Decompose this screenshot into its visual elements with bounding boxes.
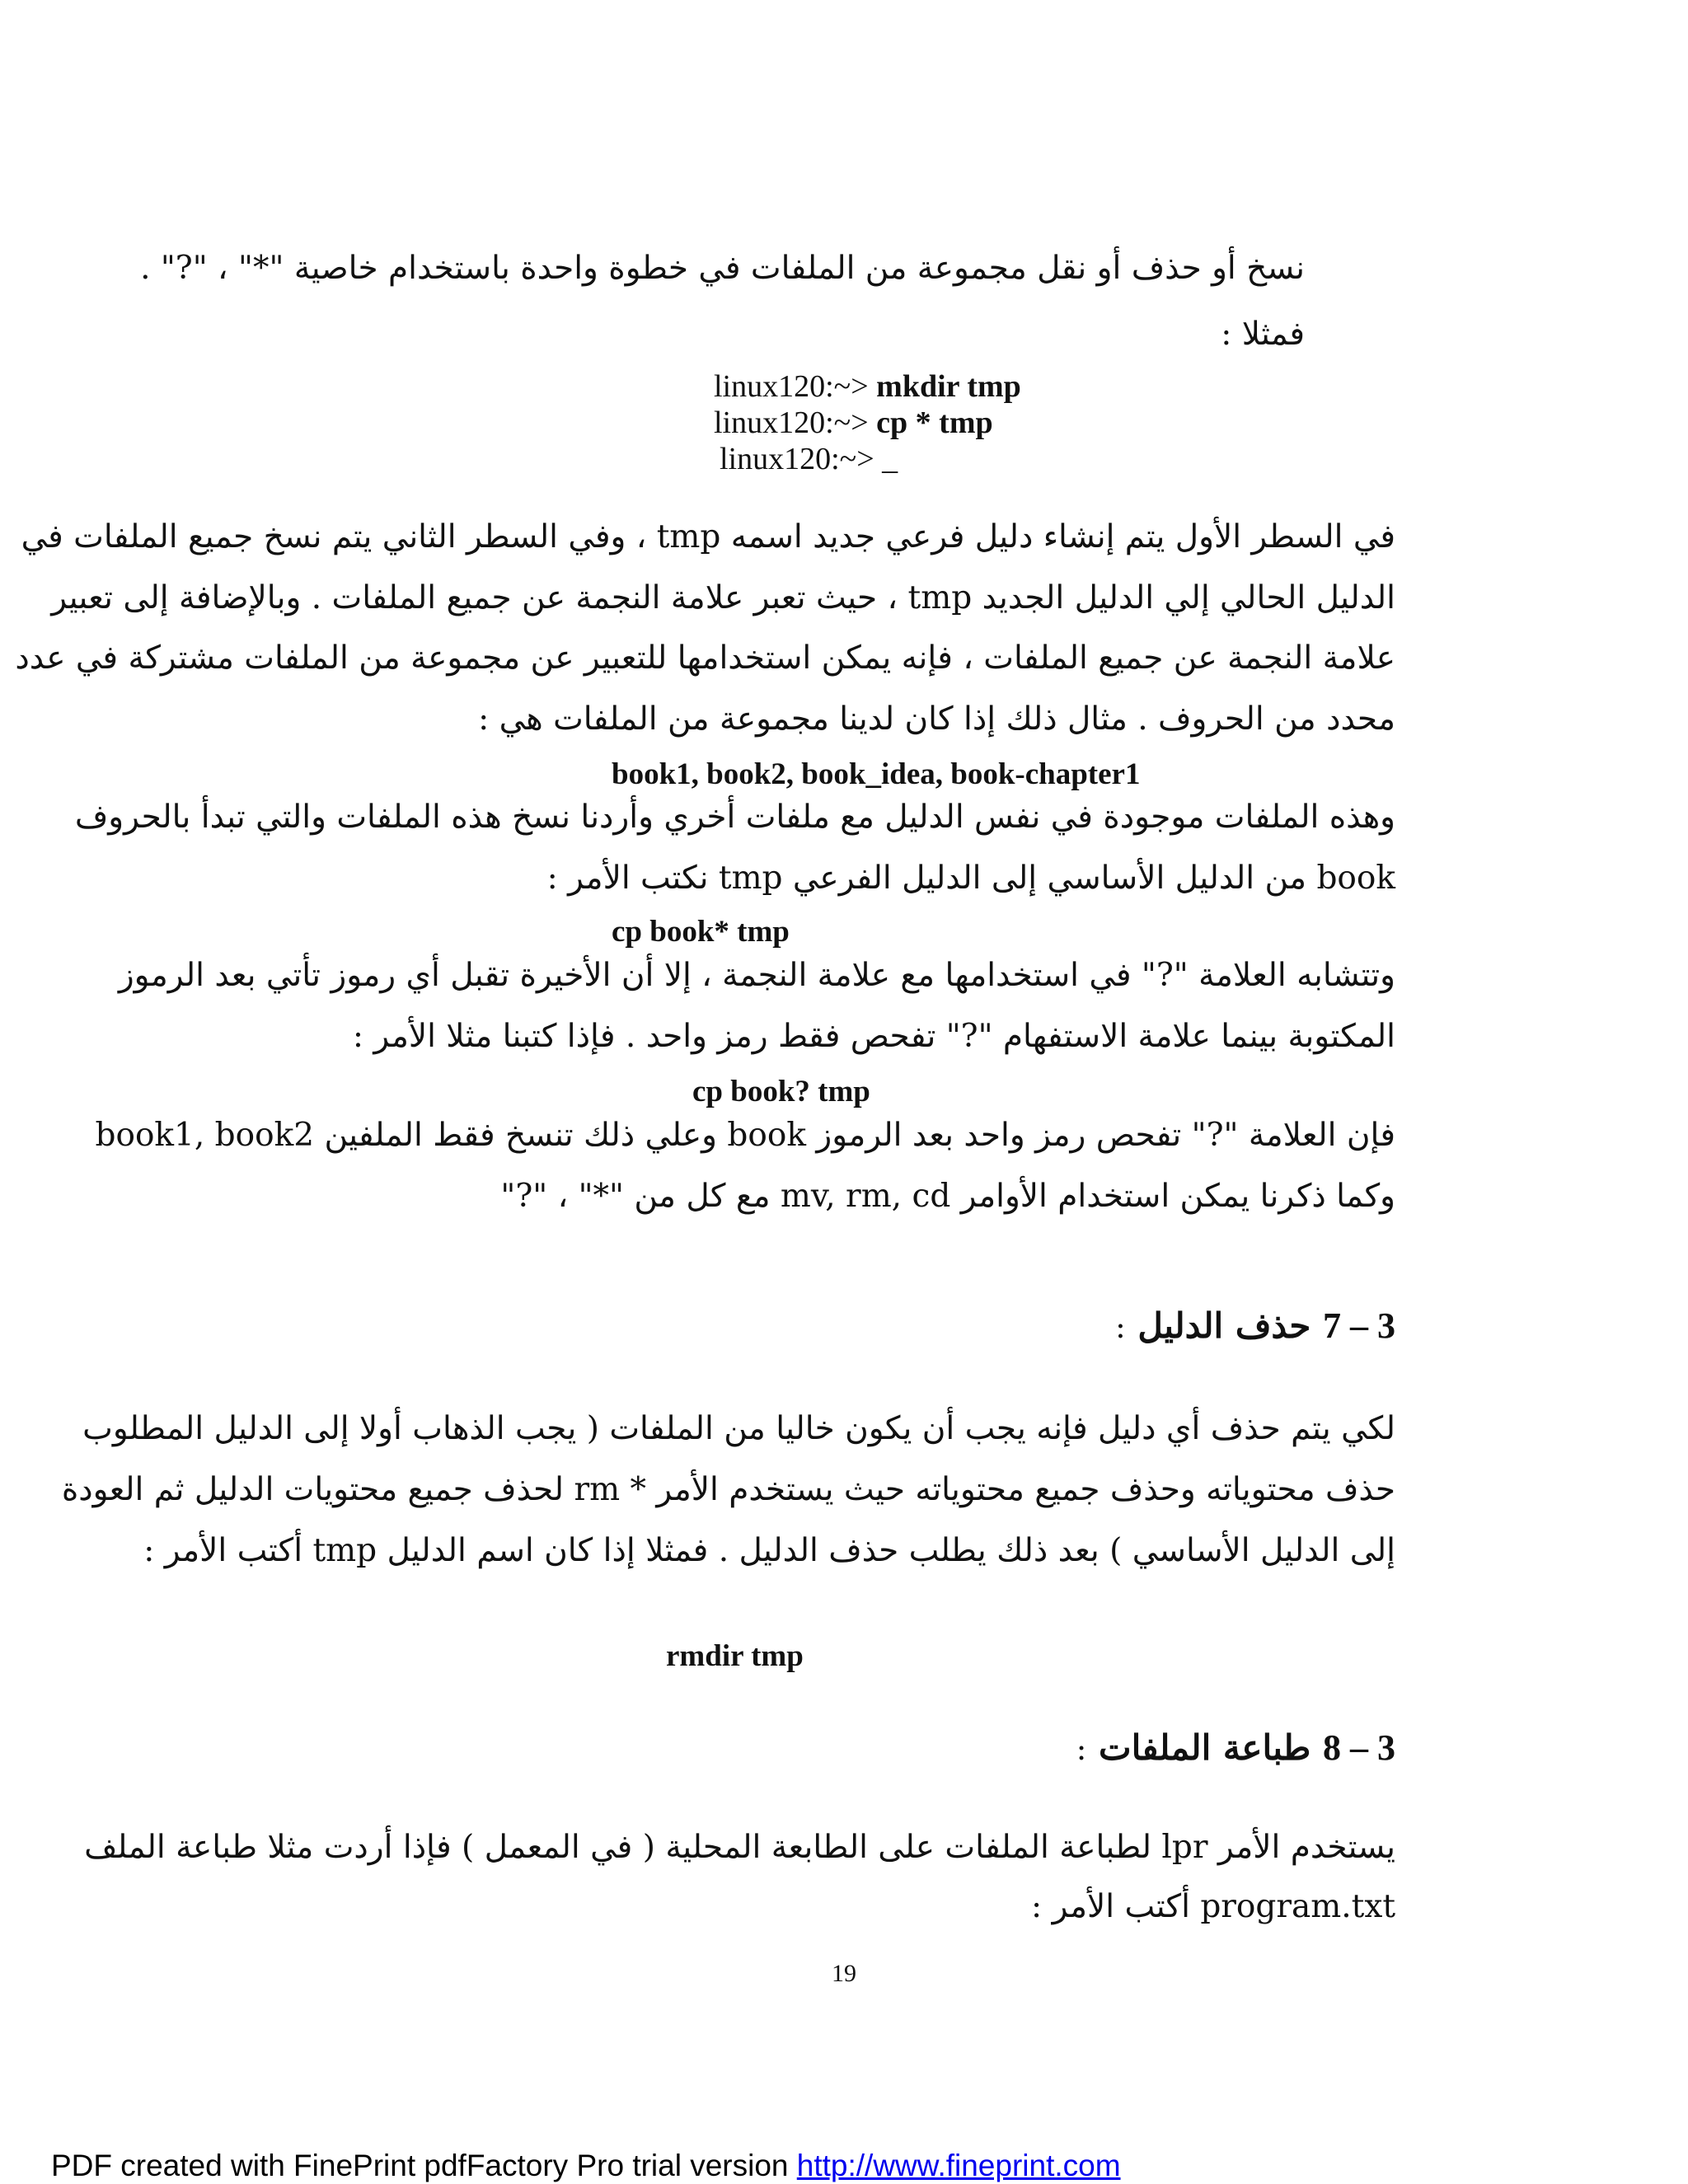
para6-line-1: يستخدم الأمر lpr لطباعة الملفات على الطابعة المحلية ( في المعمل ) فإذا أردت مثلا طباعة الملف <box>84 1829 1395 1866</box>
section-heading-print-files <box>1076 1727 1395 1769</box>
para4-line-1: فإن العلامة "?" تفحص رمز واحد بعد الرموز book وعلي ذلك تنسخ فقط الملفين book1, book2 <box>95 1117 1395 1154</box>
command-prompt: linux120:~> <box>720 442 883 476</box>
para1-line-2: الدليل الحالي إلي الدليل الجديد tmp ، حيث تعبر علامة النجمة عن جميع الملفات . وبالإضافة إلى تعبير <box>51 579 1395 616</box>
para1-line-1: في السطر الأول يتم إنشاء دليل فرعي جديد اسمه tmp ، وفي السطر الثاني يتم نسخ جميع الملفات في <box>21 518 1395 555</box>
para5-line-1: لكي يتم حذف أي دليل فإنه يجب أن يكون خاليا من الملفات ( يجب الذهاب أولا إلى الدليل المطلوب <box>82 1410 1395 1447</box>
intro-line-1: نسخ أو حذف أو نقل مجموعة من الملفات في خطوة واحدة باستخدام خاصية "*" ، "?" . <box>140 250 1305 287</box>
para4-line-2: وكما ذكرنا يمكن استخدام الأوامر mv, rm, cd مع كل من "*" ، "?" <box>500 1178 1395 1215</box>
command-prompt: linux120:~> <box>714 369 877 404</box>
command-line-mkdir <box>714 368 1021 406</box>
command-prompt: linux120:~> <box>714 405 877 440</box>
files-example: book1, book2, book_idea, book-chapter1 <box>612 757 1141 791</box>
command-cursor: _ <box>882 442 898 476</box>
para5-line-3: إلى الدليل الأساسي ) بعد ذلك يطلب حذف الدليل . فمثلا إذا كان اسم الدليل tmp أكتب الأمر : <box>143 1532 1395 1569</box>
section-colon: : <box>1076 1731 1087 1767</box>
para2-line-2: book من الدليل الأساسي إلى الدليل الفرعي tmp نكتب الأمر : <box>546 860 1395 897</box>
para2-line-1: وهذه الملفات موجودة في نفس الدليل مع ملفات أخري وأردنا نسخ هذه الملفات والتي تبدأ بالحروف <box>74 799 1395 836</box>
command-text: mkdir tmp <box>876 369 1021 404</box>
section-title: طباعة الملفات <box>1099 1727 1311 1768</box>
command-text: cp * tmp <box>876 405 993 440</box>
para3-line-1: وتتشابه العلامة "?" في استخدامها مع علامة النجمة ، إلا أن الأخيرة تقبل أي رموز تأتي بعد الرموز <box>118 957 1395 994</box>
pdf-footer <box>51 2149 1121 2183</box>
section-title: حذف الدليل <box>1137 1305 1311 1346</box>
section-number: 3 – 8 <box>1323 1727 1395 1768</box>
section-number: 3 – 7 <box>1323 1305 1395 1346</box>
para3-line-2: المكتوبة بينما علامة الاستفهام "?" تفحص فقط رمز واحد . فإذا كتبنا مثلا الأمر : <box>352 1018 1395 1055</box>
section-heading-delete-directory <box>1115 1305 1395 1347</box>
section-colon: : <box>1114 1309 1126 1345</box>
command-line-empty <box>720 441 898 479</box>
cmd-cp-star: cp book* tmp <box>612 915 790 949</box>
page-number: 19 <box>832 1960 856 1987</box>
para1-line-4: محدد من الحروف . مثال ذلك إذا كان لدينا مجموعة من الملفات هي : <box>478 701 1395 738</box>
cmd-rmdir: rmdir tmp <box>666 1639 804 1673</box>
cmd-cp-question: cp book? tmp <box>692 1075 870 1108</box>
footer-link[interactable]: http://www.fineprint.com <box>796 2149 1121 2182</box>
para1-line-3: علامة النجمة عن جميع الملفات ، فإنه يمكن استخدامها للتعبير عن مجموعة من الملفات مشتركة في عدد <box>15 640 1395 677</box>
footer-text: PDF created with FinePrint pdfFactory Pro trial version <box>51 2149 797 2182</box>
para6-line-2: program.txt أكتب الأمر : <box>1031 1888 1395 1925</box>
para5-line-2: حذف محتوياته وحذف جميع محتوياته حيث يستخدم الأمر * rm لحذف جميع محتويات الدليل ثم العودة <box>61 1471 1395 1508</box>
intro-line-2: فمثلا : <box>1221 316 1305 353</box>
command-line-cp <box>714 405 993 443</box>
